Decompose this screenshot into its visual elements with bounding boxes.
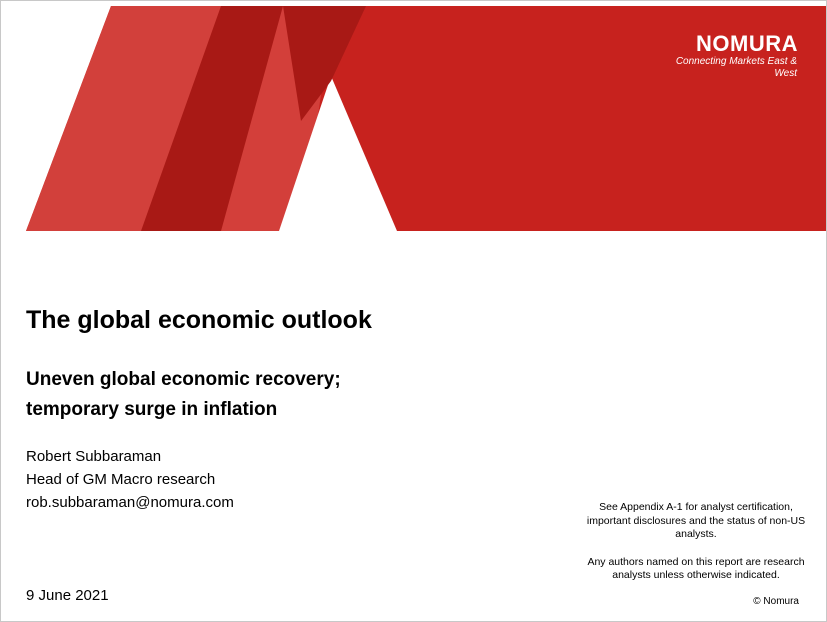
- author-block: [26, 445, 234, 514]
- disclaimer-paragraph-1: See Appendix A-1 for analyst certification, important disclosures and the status of non-US analysts.: [586, 501, 806, 540]
- report-date: 9 June 2021: [26, 587, 109, 604]
- subtitle-line-2: temporary surge in inflation: [26, 399, 278, 420]
- subtitle-line-1: Uneven global economic recovery;: [26, 369, 341, 390]
- author-role: Head of GM Macro research: [26, 471, 216, 488]
- disclaimer-paragraph-2: Any authors named on this report are research analysts unless otherwise indicated.: [587, 555, 805, 581]
- copyright-notice: © Nomura: [753, 596, 799, 607]
- brand-tagline: Connecting Markets East & West: [675, 56, 797, 79]
- page-title: The global economic outlook: [26, 306, 372, 334]
- author-name: Robert Subbaraman: [26, 448, 162, 465]
- author-email[interactable]: rob.subbaraman@nomura.com: [26, 494, 234, 511]
- nomura-logo: NOMURA: [696, 31, 798, 56]
- disclaimer-block: [586, 501, 806, 597]
- page-subtitle: [26, 365, 341, 425]
